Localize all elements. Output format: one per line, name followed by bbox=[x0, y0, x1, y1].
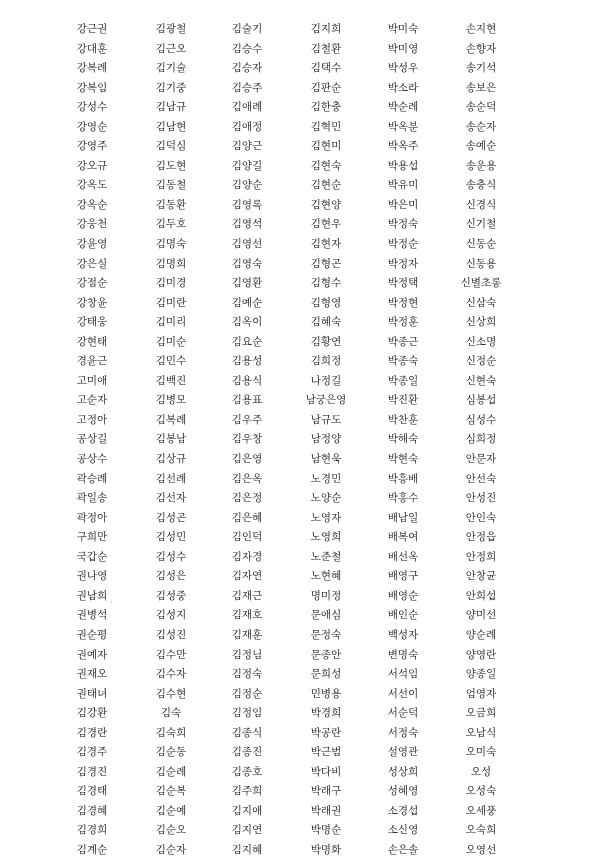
name-cell: 김철환 bbox=[310, 42, 342, 55]
name-cell: 양미선 bbox=[465, 609, 497, 622]
stray-mark: · bbox=[110, 598, 113, 607]
name-cell: 박은미 bbox=[387, 198, 419, 211]
name-cell: 김우주 bbox=[231, 413, 263, 426]
name-cell: 박정순 bbox=[387, 238, 419, 251]
name-cell: 노영희 bbox=[310, 531, 342, 544]
name-cell: 박다비 bbox=[310, 765, 342, 778]
name-cell: 박명순 bbox=[310, 824, 342, 837]
name-cell: 권병석 bbox=[76, 609, 108, 622]
name-cell: 신경식 bbox=[465, 198, 497, 211]
name-cell: 곽일송 bbox=[76, 492, 108, 505]
name-cell: 김동철 bbox=[155, 179, 187, 192]
name-cell: 김종진 bbox=[231, 746, 263, 759]
name-cell: 김수만 bbox=[155, 648, 187, 661]
name-cell: 김옥이 bbox=[231, 316, 263, 329]
name-cell: 김현자 bbox=[310, 238, 342, 251]
name-cell: 신정순 bbox=[465, 355, 497, 368]
name-cell: 김순예 bbox=[155, 804, 187, 817]
name-cell: 김수자 bbox=[155, 668, 187, 681]
name-cell: 배인순 bbox=[387, 609, 419, 622]
name-cell: 배선옥 bbox=[387, 550, 419, 563]
name-cell: 송충식 bbox=[465, 179, 497, 192]
name-cell: 박옥주 bbox=[387, 140, 419, 153]
name-cell: 김상규 bbox=[155, 453, 187, 466]
name-cell: 김민수 bbox=[155, 355, 187, 368]
name-cell: 박정택 bbox=[387, 277, 419, 290]
name-cell: 손향자 bbox=[465, 42, 497, 55]
name-cell: 김숙희 bbox=[155, 726, 187, 739]
name-cell: 강성수 bbox=[76, 101, 108, 114]
name-cell: 노현혜 bbox=[310, 570, 342, 583]
name-cell: 김애례 bbox=[231, 101, 263, 114]
name-cell: 김미경 bbox=[155, 277, 187, 290]
name-cell: 오성숙 bbox=[465, 785, 497, 798]
name-cell: 강점순 bbox=[76, 277, 108, 290]
name-cell: 김선례 bbox=[155, 472, 187, 485]
name-cell: 박종근 bbox=[387, 335, 419, 348]
name-cell: 김숙 bbox=[160, 707, 182, 720]
name-cell: 엄영자 bbox=[465, 687, 497, 700]
name-cell: 김은정 bbox=[231, 492, 263, 505]
name-cell: 김혁민 bbox=[310, 120, 342, 133]
name-cell: 김재호 bbox=[231, 609, 263, 622]
name-column bbox=[47, 20, 137, 861]
name-cell: 김경란 bbox=[76, 726, 108, 739]
name-cell: 안정희 bbox=[465, 550, 497, 563]
name-cell: 박미영 bbox=[387, 42, 419, 55]
name-cell: 박래권 bbox=[310, 804, 342, 817]
name-cell: 김영선 bbox=[231, 238, 263, 251]
name-cell: 소신영 bbox=[387, 824, 419, 837]
name-cell: 안창균 bbox=[465, 570, 497, 583]
name-cell: 김술기 bbox=[231, 23, 263, 35]
name-cell: 김양길 bbox=[231, 159, 263, 172]
name-cell: 국갑순 bbox=[76, 550, 108, 563]
name-cell: 노경민 bbox=[310, 472, 342, 485]
name-cell: 소경섭 bbox=[387, 804, 419, 817]
name-cell: 박찬훈 bbox=[387, 413, 419, 426]
name-cell: 강옥순 bbox=[76, 198, 108, 211]
name-cell: 손은솔 bbox=[387, 843, 419, 856]
name-cell: 권태녀 bbox=[76, 687, 108, 700]
name-cell: 김한충 bbox=[310, 101, 342, 114]
name-cell: 신상희 bbox=[465, 316, 497, 329]
name-cell: 김종식 bbox=[231, 726, 263, 739]
name-cell: 김두호 bbox=[155, 218, 187, 231]
name-cell: 김성진 bbox=[155, 628, 187, 641]
name-cell: 김요순 bbox=[231, 335, 263, 348]
name-cell: 양순례 bbox=[465, 628, 497, 641]
name-cell: 강대훈 bbox=[76, 42, 108, 55]
name-cell: 박근범 bbox=[310, 746, 342, 759]
name-cell: 김용표 bbox=[231, 394, 263, 407]
name-cell: 강현태 bbox=[76, 335, 108, 348]
name-column bbox=[358, 20, 448, 861]
name-cell: 노양순 bbox=[310, 492, 342, 505]
name-cell: 김용식 bbox=[231, 374, 263, 387]
name-cell: 서석임 bbox=[387, 668, 419, 681]
name-cell: 김택수 bbox=[310, 62, 342, 75]
name-cell: 오성 bbox=[470, 765, 492, 778]
name-cell: 김경혜 bbox=[76, 804, 108, 817]
name-cell: 박공란 bbox=[310, 726, 342, 739]
name-cell: 박래구 bbox=[310, 785, 342, 798]
name-cell: 박유미 bbox=[387, 179, 419, 192]
name-cell: 김성수 bbox=[155, 550, 187, 563]
name-cell: 김경태 bbox=[76, 785, 108, 798]
name-cell: 박종숙 bbox=[387, 355, 419, 368]
name-cell: 박정훈 bbox=[387, 316, 419, 329]
name-cell: 노영자 bbox=[310, 511, 342, 524]
name-cell: 심희정 bbox=[465, 433, 497, 446]
name-cell: 박현숙 bbox=[387, 453, 419, 466]
name-cell: 박성우 bbox=[387, 62, 419, 75]
name-cell: 박옥분 bbox=[387, 120, 419, 133]
name-cell: 박진환 bbox=[387, 394, 419, 407]
name-cell: 김경주 bbox=[76, 746, 108, 759]
name-cell: 송기석 bbox=[465, 62, 497, 75]
name-cell: 김정순 bbox=[231, 687, 263, 700]
name-cell: 신소명 bbox=[465, 335, 497, 348]
name-cell: 공상길 bbox=[76, 433, 108, 446]
name-cell: 신동순 bbox=[465, 238, 497, 251]
name-cell: 오세풍 bbox=[465, 804, 497, 817]
name-cell: 성상희 bbox=[387, 765, 419, 778]
name-cell: 박소라 bbox=[387, 81, 419, 94]
name-cell: 권재오 bbox=[76, 668, 108, 681]
name-cell: 양영란 bbox=[465, 648, 497, 661]
name-cell: 김우창 bbox=[231, 433, 263, 446]
name-cell: 박해숙 bbox=[387, 433, 419, 446]
name-cell: 김황연 bbox=[310, 335, 342, 348]
name-cell: 김정임 bbox=[231, 707, 263, 720]
name-cell: 심성수 bbox=[465, 413, 497, 426]
name-cell: 김현우 bbox=[310, 218, 342, 231]
name-cell: 안희섭 bbox=[465, 589, 497, 602]
name-cell: 김선자 bbox=[155, 492, 187, 505]
name-cell: 신동용 bbox=[465, 257, 497, 270]
name-cell: 강복임 bbox=[76, 81, 108, 94]
name-cell: 권예자 bbox=[76, 648, 108, 661]
name-cell: 박미숙 bbox=[387, 23, 419, 35]
name-cell: 명미정 bbox=[310, 589, 342, 602]
name-cell: 서정숙 bbox=[387, 726, 419, 739]
name-cell: 김근오 bbox=[155, 42, 187, 55]
name-cell: 송순덕 bbox=[465, 101, 497, 114]
name-cell: 김도현 bbox=[155, 159, 187, 172]
name-cell: 김승주 bbox=[231, 81, 263, 94]
name-cell: 김경희 bbox=[76, 824, 108, 837]
name-cell: 김덕심 bbox=[155, 140, 187, 153]
name-cell: 김복례 bbox=[155, 413, 187, 426]
name-cell: 고순자 bbox=[76, 394, 108, 407]
name-cell: 공상수 bbox=[76, 453, 108, 466]
name-cell: 김지애 bbox=[231, 804, 263, 817]
name-cell: 김병모 bbox=[155, 394, 187, 407]
name-cell: 김계순 bbox=[76, 843, 108, 856]
name-cell: 송순자 bbox=[465, 120, 497, 133]
name-cell: 김판순 bbox=[310, 81, 342, 94]
name-cell: 경윤근 bbox=[76, 355, 108, 368]
name-cell: 신기철 bbox=[465, 218, 497, 231]
name-cell: 신별초롱 bbox=[460, 277, 502, 290]
name-cell: 김남현 bbox=[155, 120, 187, 133]
name-cell: 김남규 bbox=[155, 101, 187, 114]
name-cell: 박명화 bbox=[310, 843, 342, 856]
name-cell: 김양순 bbox=[231, 179, 263, 192]
name-cell: 김지연 bbox=[231, 824, 263, 837]
name-cell: 남궁은영 bbox=[305, 394, 347, 407]
name-cell: 권순평 bbox=[76, 628, 108, 641]
name-cell: 강옥도 bbox=[76, 179, 108, 192]
name-cell: 김혜숙 bbox=[310, 316, 342, 329]
name-cell: 김경진 bbox=[76, 765, 108, 778]
name-cell: 강근권 bbox=[76, 23, 108, 35]
name-cell: 김성중 bbox=[155, 589, 187, 602]
name-cell: 신삼숙 bbox=[465, 296, 497, 309]
name-cell: 김은영 bbox=[231, 453, 263, 466]
name-cell: 김정숙 bbox=[231, 668, 263, 681]
name-cell: 고정아 bbox=[76, 413, 108, 426]
name-cell: 김강환 bbox=[76, 707, 108, 720]
name-cell: 남현욱 bbox=[310, 453, 342, 466]
name-cell: 안문자 bbox=[465, 453, 497, 466]
name-cell: 김영숙 bbox=[231, 257, 263, 270]
name-cell: 오영선 bbox=[465, 843, 497, 856]
name-cell: 김승자 bbox=[231, 62, 263, 75]
name-cell: 김성민 bbox=[155, 531, 187, 544]
name-cell: 김형수 bbox=[310, 277, 342, 290]
name-cell: 박순례 bbox=[387, 101, 419, 114]
name-cell: 박경희 bbox=[310, 707, 342, 720]
name-cell: 강은실 bbox=[76, 257, 108, 270]
name-cell: 김종호 bbox=[231, 765, 263, 778]
name-cell: 김순례 bbox=[155, 765, 187, 778]
name-cell: 박정자 bbox=[387, 257, 419, 270]
name-cell: 안정읍 bbox=[465, 531, 497, 544]
name-cell: 김수현 bbox=[155, 687, 187, 700]
name-cell: 강웅천 bbox=[76, 218, 108, 231]
name-cell: 김광철 bbox=[155, 23, 187, 35]
name-cell: 곽승례 bbox=[76, 472, 108, 485]
name-cell: 강영순 bbox=[76, 120, 108, 133]
name-cell: 김정님 bbox=[231, 648, 263, 661]
name-cell: 김재훈 bbox=[231, 628, 263, 641]
name-cell: 강태웅 bbox=[76, 316, 108, 329]
name-cell: 오숙희 bbox=[465, 824, 497, 837]
name-cell: 김백진 bbox=[155, 374, 187, 387]
name-cell: 김은혜 bbox=[231, 511, 263, 524]
name-cell: 오금희 bbox=[465, 707, 497, 720]
name-cell: 김자연 bbox=[231, 570, 263, 583]
name-cell: 문희성 bbox=[310, 668, 342, 681]
name-cell: 김현숙 bbox=[310, 159, 342, 172]
name-cell: 박홍수 bbox=[387, 492, 419, 505]
name-cell: 김성곤 bbox=[155, 511, 187, 524]
name-cell: 서순덕 bbox=[387, 707, 419, 720]
name-cell: 박정현 bbox=[387, 296, 419, 309]
name-cell: 김재근 bbox=[231, 589, 263, 602]
name-cell: 송운용 bbox=[465, 159, 497, 172]
name-cell: 김기중 bbox=[155, 81, 187, 94]
name-cell: 배영구 bbox=[387, 570, 419, 583]
name-cell: 오남식 bbox=[465, 726, 497, 739]
name-cell: 문종안 bbox=[310, 648, 342, 661]
name-cell: 김순오 bbox=[155, 824, 187, 837]
name-cell: 김지희 bbox=[310, 23, 342, 35]
name-cell: 안성진 bbox=[465, 492, 497, 505]
name-cell: 남정양 bbox=[310, 433, 342, 446]
name-cell: 김지혜 bbox=[231, 843, 263, 856]
name-cell: 백성자 bbox=[387, 628, 419, 641]
name-cell: 김현순 bbox=[310, 179, 342, 192]
name-cell: 김예순 bbox=[231, 296, 263, 309]
name-cell: 김형영 bbox=[310, 296, 342, 309]
name-column bbox=[202, 20, 292, 861]
name-cell: 심봉섭 bbox=[465, 394, 497, 407]
name-cell: 김성은 bbox=[155, 570, 187, 583]
name-cell: 강복례 bbox=[76, 62, 108, 75]
name-cell: 김영환 bbox=[231, 277, 263, 290]
name-cell: 김애정 bbox=[231, 120, 263, 133]
name-cell: 박용섭 bbox=[387, 159, 419, 172]
name-cell: 김현미 bbox=[310, 140, 342, 153]
name-cell: 배남일 bbox=[387, 511, 419, 524]
name-cell: 김미란 bbox=[155, 296, 187, 309]
name-cell: 남규도 bbox=[310, 413, 342, 426]
name-cell: 김순자 bbox=[155, 843, 187, 856]
name-cell: 김용성 bbox=[231, 355, 263, 368]
name-cell: 박정숙 bbox=[387, 218, 419, 231]
name-cell: 김순복 bbox=[155, 785, 187, 798]
name-cell: 김주희 bbox=[231, 785, 263, 798]
name-cell: 설영관 bbox=[387, 746, 419, 759]
name-cell: 강영주 bbox=[76, 140, 108, 153]
name-cell: 김명숙 bbox=[155, 238, 187, 251]
name-cell: 양종일 bbox=[465, 668, 497, 681]
name-cell: 김미순 bbox=[155, 335, 187, 348]
name-cell: 김양근 bbox=[231, 140, 263, 153]
name-cell: 민병용 bbox=[310, 687, 342, 700]
name-cell: 성혜영 bbox=[387, 785, 419, 798]
name-cell: 배복여 bbox=[387, 531, 419, 544]
name-cell: 서선이 bbox=[387, 687, 419, 700]
name-cell: 김순동 bbox=[155, 746, 187, 759]
name-cell: 김명희 bbox=[155, 257, 187, 270]
name-cell: 송보은 bbox=[465, 81, 497, 94]
name-cell: 김미리 bbox=[155, 316, 187, 329]
name-cell: 김은옥 bbox=[231, 472, 263, 485]
name-cell: 신현숙 bbox=[465, 374, 497, 387]
name-cell: 김성지 bbox=[155, 609, 187, 622]
name-cell: 구희만 bbox=[76, 531, 108, 544]
name-cell: 박흥배 bbox=[387, 472, 419, 485]
name-cell: 손지현 bbox=[465, 23, 497, 35]
name-cell: 김기술 bbox=[155, 62, 187, 75]
name-column bbox=[436, 20, 526, 861]
name-cell: 박종일 bbox=[387, 374, 419, 387]
name-cell: 김승수 bbox=[231, 42, 263, 55]
name-cell: 강윤영 bbox=[76, 238, 108, 251]
name-cell: 고미애 bbox=[76, 374, 108, 387]
name-cell: 김희정 bbox=[310, 355, 342, 368]
name-cell: 변명숙 bbox=[387, 648, 419, 661]
name-cell: 김형곤 bbox=[310, 257, 342, 270]
name-cell: 김현양 bbox=[310, 198, 342, 211]
name-cell: 강창윤 bbox=[76, 296, 108, 309]
name-cell: 권남희 bbox=[76, 589, 108, 602]
name-cell: 문애심 bbox=[310, 609, 342, 622]
name-cell: 곽정아 bbox=[76, 511, 108, 524]
name-cell: 김동환 bbox=[155, 198, 187, 211]
name-cell: 김자경 bbox=[231, 550, 263, 563]
name-cell: 안선숙 bbox=[465, 472, 497, 485]
name-cell: 김인덕 bbox=[231, 531, 263, 544]
name-cell: 김봉남 bbox=[155, 433, 187, 446]
name-cell: 강오규 bbox=[76, 159, 108, 172]
name-cell: 나정길 bbox=[310, 374, 342, 387]
name-cell: 노준철 bbox=[310, 550, 342, 563]
name-cell: 안인숙 bbox=[465, 511, 497, 524]
name-cell: 김영록 bbox=[231, 198, 263, 211]
name-cell: 배영순 bbox=[387, 589, 419, 602]
name-cell: 권나영 bbox=[76, 570, 108, 583]
name-cell: 문정숙 bbox=[310, 628, 342, 641]
name-cell: 김영석 bbox=[231, 218, 263, 231]
name-cell: 송예순 bbox=[465, 140, 497, 153]
name-cell: 오미숙 bbox=[465, 746, 497, 759]
